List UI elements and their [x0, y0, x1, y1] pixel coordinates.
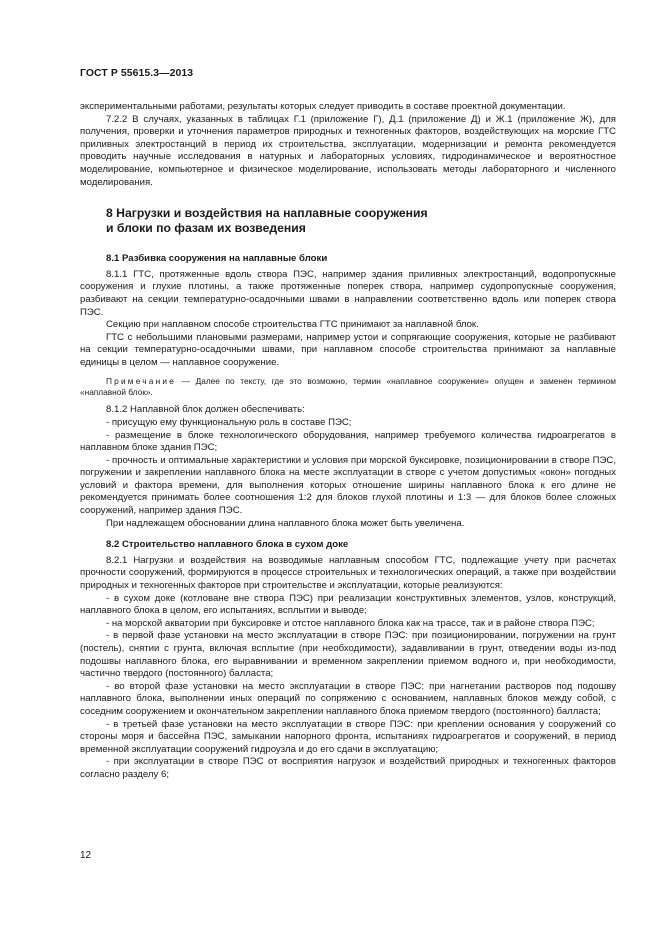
document-page: [80, 68, 616, 782]
list-item: - в сухом доке (котловане вне створа ПЭС) при реализации конструктивных элементов, узлов, конструкций, наплавного блока в целом, его испытаниях, всплытии и выводе;: [80, 592, 616, 617]
list-item: - во второй фазе установки на место эксплуатации в створе ПЭС: при нагнетании растворов под подошву наплавного блока, выполнении иных операций по сопряжению с основанием, наплавных блоков между собой, с соседним сооружением и окончательном закреплении наплавного блока приемом твердого (постоянного) балласта;: [80, 680, 616, 717]
document-header: ГОСТ Р 55615.3—2013: [80, 68, 194, 79]
list-item: - присущую ему функциональную роль в составе ПЭС;: [106, 416, 352, 428]
list-item: - в первой фазе установки на место эксплуатации в створе ПЭС: при позиционировании, погружении на грунт (постель), снятии с грунта, включая всплытие (при необходимости), задавливании в грунт, отведении воды из-под подошвы наплавного блока, его выравнивании и временном закреплении приемом водного и, при необходимости, частично твердого (постоянного) балласта;: [80, 630, 616, 680]
list-item: - прочность и оптимальные характеристики и условия при морской буксировке, позиционировании в створе ПЭС, погружении и закреплении наплавного блока на месте эксплуатации в створе с учетом допустимых «окон» погодных условий и фактора времени, для выполнения которых отношение ширины наплавного блока к его длине не рекомендуется принимать более соотношения 1:2 для блоков глухой плотины и 1:3 — для блоков более сложных сооружений, например здания ПЭС.: [80, 454, 616, 517]
section-8-heading: [106, 206, 616, 236]
paragraph-7-2-2: 7.2.2 В случаях, указанных в таблицах Г.1 (приложение Г), Д.1 (приложение Д) и Ж.1 (приложение Ж), для получения, проверки и уточнения параметров природных и техногенных факторов, воздействующих на морские ГТС приливных электростанций в период их строительства, эксплуатации, модернизации и ремонта рекомендуется проводить научные исследования в натурных и лабораторных условиях, гидродинамическое и вероятностное моделирование, компьютерное и физическое моделирование, использовать методы лабораторного и численного моделирования.: [80, 113, 616, 188]
list-item: - на морской акватории при буксировке и отстое наплавного блока как на трассе, так и в районе створа ПЭС;: [106, 617, 595, 629]
paragraph-8-1-1: 8.1.1 ГТС, протяженные вдоль створа ПЭС, например здания приливных электростанций, водопропускные сооружения и глухие плотины, а также протяженные поперек створа, например судопропускные сооружения, разбивают на секции температурно-осадочными швами в направлении соответственно вдоль или поперек створа ПЭС.: [80, 268, 616, 318]
subsection-8-2-heading: 8.2 Строительство наплавного блока в сухом доке: [106, 539, 349, 551]
section-8-title-line1: 8 Нагрузки и воздействия на наплавные сооружения: [106, 206, 428, 221]
subsection-8-1-heading: 8.1 Разбивка сооружения на наплавные блоки: [106, 253, 328, 265]
note-label: Примечание: [106, 375, 177, 386]
list-item: - размещение в блоке технологического оборудования, например требуемого количества гидроагрегатов в наплавном блоке здания ПЭС;: [80, 429, 616, 454]
page-number: 12: [80, 850, 92, 861]
paragraph: экспериментальными работами, результаты которых следует приводить в составе проектной документации.: [80, 101, 566, 112]
paragraph: При надлежащем обосновании длина наплавного блока может быть увеличена.: [106, 517, 465, 529]
note-text: — Далее по тексту, где это возможно, термин «наплавное сооружение» опущен и заменен термином «наплавной блок».: [80, 375, 616, 397]
list-item: - при эксплуатации в створе ПЭС от восприятия нагрузок и воздействий природных и техногенных факторов согласно разделу 6;: [80, 756, 616, 780]
list-item: - в третьей фазе установки на место эксплуатации в створе ПЭС: при креплении основания у сооружений со стороны моря и бассейна ПЭС, замыкании напорного фронта, испытаниях гидроагрегатов и сооружений, в период временной эксплуатации сооружений гидроузла и до его сдачи в эксплуатацию;: [80, 718, 616, 755]
paragraph: ГТС с небольшими плановыми размерами, например устои и сопрягающие сооружения, которые не разбивают на секции температурно-осадочными швами, при наплавном способе строительства принимают за наплавные единицы в целом — наплавное сооружение.: [80, 331, 616, 368]
paragraph: Секцию при наплавном способе строительства ГТС принимают за наплавной блок.: [106, 319, 479, 331]
note: [80, 376, 616, 399]
section-8-title-line2: и блоки по фазам их возведения: [106, 221, 306, 236]
paragraph-8-2-1: 8.2.1 Нагрузки и воздействия на возводимые наплавным способом ГТС, подлежащие учету при расчетах прочности сооружений, формируются в процессе строительных и технологических операций, а также при воздействии природных и техногенных факторов при строительстве и эксплуатации, которые реализуются:: [80, 554, 616, 592]
paragraph-8-1-2: 8.1.2 Наплавной блок должен обеспечивать:: [106, 404, 305, 416]
